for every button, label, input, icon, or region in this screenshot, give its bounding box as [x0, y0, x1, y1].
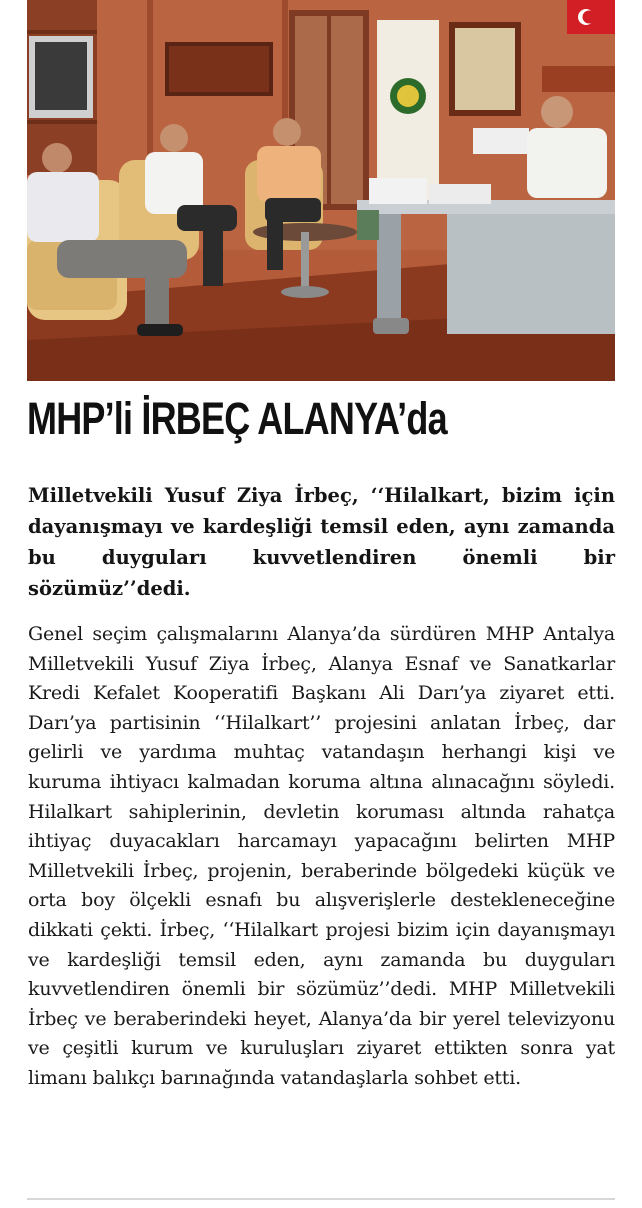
- article-photo: [27, 0, 615, 381]
- bottom-rule: [27, 1198, 615, 1200]
- article-lead: Milletvekili Yusuf Ziya İrbeç, ‘‘Hilalkart, bizim için dayanışmayı ve kardeşliği temsil eden, aynı zamanda bu duyguları kuvvetlendiren önemli bir sözümüz’’dedi.: [28, 484, 615, 600]
- article-headline: MHP’li İRBEÇ ALANYA’da: [27, 393, 447, 444]
- article-body: Genel seçim çalışmalarını Alanya’da sürdüren MHP Antalya Milletvekili Yusuf Ziya İrbeç, Alanya Esnaf ve Sanatkarlar Kredi Kefalet Kooperatifi Başkanı Ali Darı’ya ziyaret etti. Darı’ya partisinin ‘‘Hilalkart’’ projesini anlatan İrbeç, dar gelirli ve yardıma muhtaç vatandaşın herhangi kişi ve kuruma ihtiyacı kalmadan koruma altına alınacağını söyledi. Hilalkart sahiplerinin, devletin koruması altında rahatça ihtiyaç duyacakları harcamayı yapacağını belirten MHP Milletvekili İrbeç, projenin, beraberinde bölgedeki küçük ve orta boy ölçekli esnafı bu alışverişlerle destekleneceğine dikkati çekti. İrbeç, ‘‘Hilalkart projesi bizim için dayanışmayı ve kardeşliği temsil eden, aynı zamanda bu duyguları kuvvetlendiren önemli bir sözümüz’’dedi. MHP Milletvekili İrbeç ve beraberindeki heyet, Alanya’da bir yerel televizyonu ve çeşitli kurum ve kuruluşları ziyaret ettikten sonra yat limanı balıkçı barınağında vatandaşlarla sohbet etti.: [28, 623, 615, 1089]
